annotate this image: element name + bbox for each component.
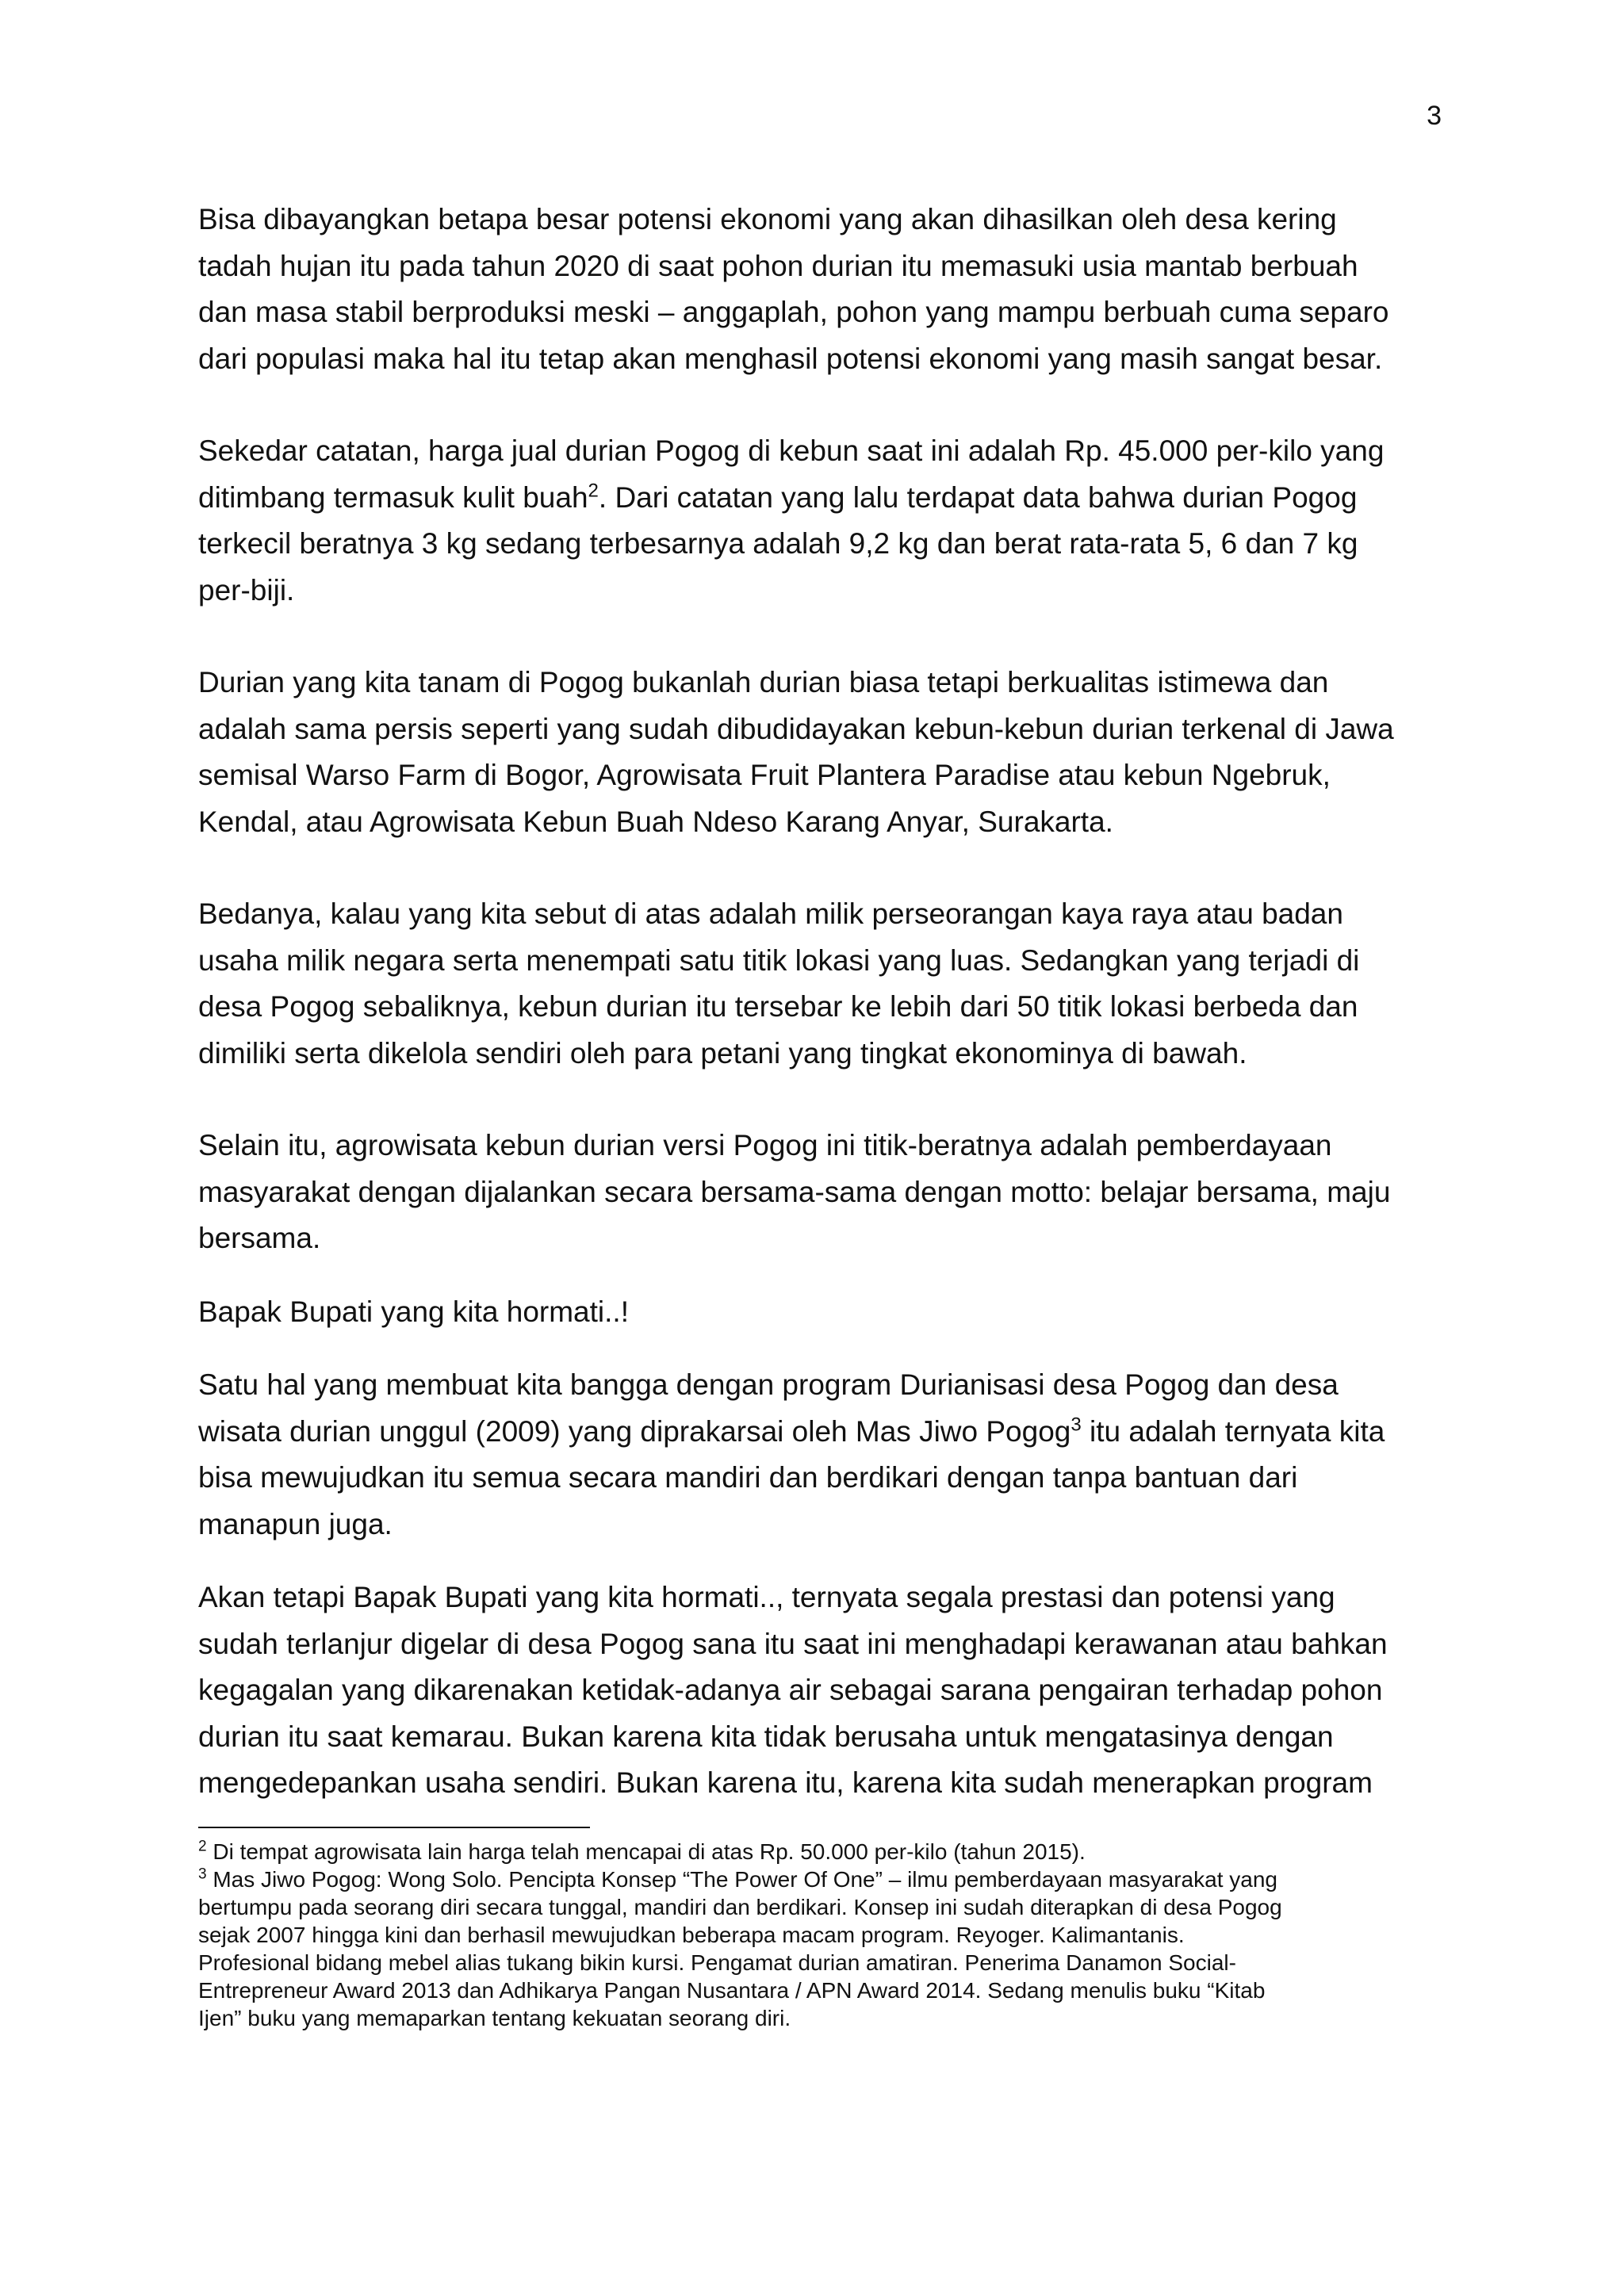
text-line: Satu hal yang membuat kita bangga dengan program Durianisasi desa Pogog dan desa <box>198 1368 1339 1401</box>
text-line <box>198 475 1419 522</box>
text-line: bisa mewujudkan itu semua secara mandiri dan berdikari dengan tanpa bantuan dari <box>198 1461 1298 1494</box>
text-line: Kendal, atau Agrowisata Kebun Buah Ndeso Karang Anyar, Surakarta. <box>198 805 1113 838</box>
text-segment: itu adalah ternyata kita <box>1081 1414 1385 1448</box>
footnote-ref-2: 2 <box>588 480 599 502</box>
footnote-marker: 3 <box>198 1866 207 1883</box>
text-line <box>198 1866 1443 1893</box>
text-line: sudah terlanjur digelar di desa Pogog sana itu saat ini menghadapi kerawanan atau bahkan <box>198 1627 1388 1660</box>
text-line: sejak 2007 hingga kini dan berhasil mewujudkan beberapa macam program. Reyoger. Kalimantanis. <box>198 1923 1185 1947</box>
text-segment: Di tempat agrowisata lain harga telah mencapai di atas Rp. 50.000 per-kilo (tahun 2015). <box>206 1839 1086 1864</box>
text-line <box>198 1409 1419 1456</box>
text-line: semisal Warso Farm di Bogor, Agrowisata Fruit Plantera Paradise atau kebun Ngebruk, <box>198 759 1331 791</box>
footnote-3 <box>198 1866 1443 2032</box>
footnote-marker: 2 <box>198 1838 207 1855</box>
paragraph-1 <box>198 197 1419 382</box>
text-line: Durian yang kita tanam di Pogog bukanlah durian biasa tetapi berkualitas istimewa dan <box>198 666 1329 698</box>
body-text <box>198 197 1419 1807</box>
text-line: bertumpu pada seorang diri secara tunggal, mandiri dan berdikari. Konsep ini sudah diterapkan di desa Pogog <box>198 1895 1282 1919</box>
paragraph-3 <box>198 660 1419 845</box>
text-line: Ijen” buku yang memaparkan tentang kekuatan seorang diri. <box>198 2006 791 2030</box>
text-line: Akan tetapi Bapak Bupati yang kita hormati.., ternyata segala prestasi dan potensi yang <box>198 1581 1335 1613</box>
text-line: dan masa stabil berproduksi meski – anggaplah, pohon yang mampu berbuah cuma separo <box>198 296 1389 328</box>
text-line: Sekedar catatan, harga jual durian Pogog di kebun saat ini adalah Rp. 45.000 per-kilo yang <box>198 434 1385 467</box>
text-line: kegagalan yang dikarenakan ketidak-adanya air sebagai sarana pengairan terhadap pohon <box>198 1674 1383 1706</box>
paragraph-2 <box>198 428 1419 614</box>
text-line: Bisa dibayangkan betapa besar potensi ekonomi yang akan dihasilkan oleh desa kering <box>198 203 1337 235</box>
text-line: per-biji. <box>198 573 295 607</box>
text-line: desa Pogog sebaliknya, kebun durian itu tersebar ke lebih dari 50 titik lokasi berbeda dan <box>198 990 1358 1023</box>
footnotes <box>198 1838 1443 2032</box>
text-line: bersama. <box>198 1222 321 1254</box>
footnote-separator <box>198 1827 590 1828</box>
paragraph-4 <box>198 891 1419 1077</box>
text-line: durian itu saat kemarau. Bukan karena kita tidak berusaha untuk mengatasinya dengan <box>198 1720 1334 1753</box>
text-line: tadah hujan itu pada tahun 2020 di saat pohon durian itu memasuki usia mantab berbuah <box>198 249 1358 282</box>
text-segment: ditimbang termasuk kulit buah <box>198 480 588 514</box>
text-line: mengedepankan usaha sendiri. Bukan karena itu, karena kita sudah menerapkan program <box>198 1766 1373 1799</box>
text-line: masyarakat dengan dijalankan secara bersama-sama dengan motto: belajar bersama, maju <box>198 1175 1391 1208</box>
text-line: adalah sama persis seperti yang sudah dibudidayakan kebun-kebun durian terkenal di Jawa <box>198 712 1394 745</box>
text-segment: wisata durian unggul (2009) yang diprakarsai oleh Mas Jiwo Pogog <box>198 1414 1071 1448</box>
paragraph-6-salutation <box>198 1289 1419 1336</box>
text-line: Bedanya, kalau yang kita sebut di atas adalah milik perseorangan kaya raya atau badan <box>198 897 1343 930</box>
text-segment: Mas Jiwo Pogog: Wong Solo. Pencipta Konsep “The Power Of One” – ilmu pemberdayaan masyarakat yang <box>206 1867 1277 1892</box>
paragraph-7 <box>198 1362 1419 1548</box>
text-line: manapun juga. <box>198 1507 393 1540</box>
footnote-2 <box>198 1838 1443 1866</box>
text-line: Profesional bidang mebel alias tukang bikin kursi. Pengamat durian amatiran. Penerima Danamon Social- <box>198 1950 1236 1975</box>
text-segment: . Dari catatan yang lalu terdapat data bahwa durian Pogog <box>598 480 1358 514</box>
text-line <box>198 1838 1443 1866</box>
paragraph-8 <box>198 1575 1419 1807</box>
text-line: Bapak Bupati yang kita hormati..! <box>198 1295 629 1328</box>
text-line: usaha milik negara serta menempati satu titik lokasi yang luas. Sedangkan yang terjadi di <box>198 943 1360 977</box>
paragraph-5 <box>198 1123 1419 1262</box>
text-line: Selain itu, agrowisata kebun durian versi Pogog ini titik-beratnya adalah pemberdayaan <box>198 1129 1332 1161</box>
footnote-ref-3: 3 <box>1071 1414 1082 1436</box>
text-line: dimiliki serta dikelola sendiri oleh para petani yang tingkat ekonominya di bawah. <box>198 1036 1247 1070</box>
page-number: 3 <box>1427 101 1442 131</box>
text-line: terkecil beratnya 3 kg sedang terbesarnya adalah 9,2 kg dan berat rata-rata 5, 6 dan 7 kg <box>198 527 1358 560</box>
text-line: dari populasi maka hal itu tetap akan menghasil potensi ekonomi yang masih sangat besar. <box>198 342 1383 375</box>
text-line: Entrepreneur Award 2013 dan Adhikarya Pangan Nusantara / APN Award 2014. Sedang menulis buku “Kitab <box>198 1978 1266 2003</box>
